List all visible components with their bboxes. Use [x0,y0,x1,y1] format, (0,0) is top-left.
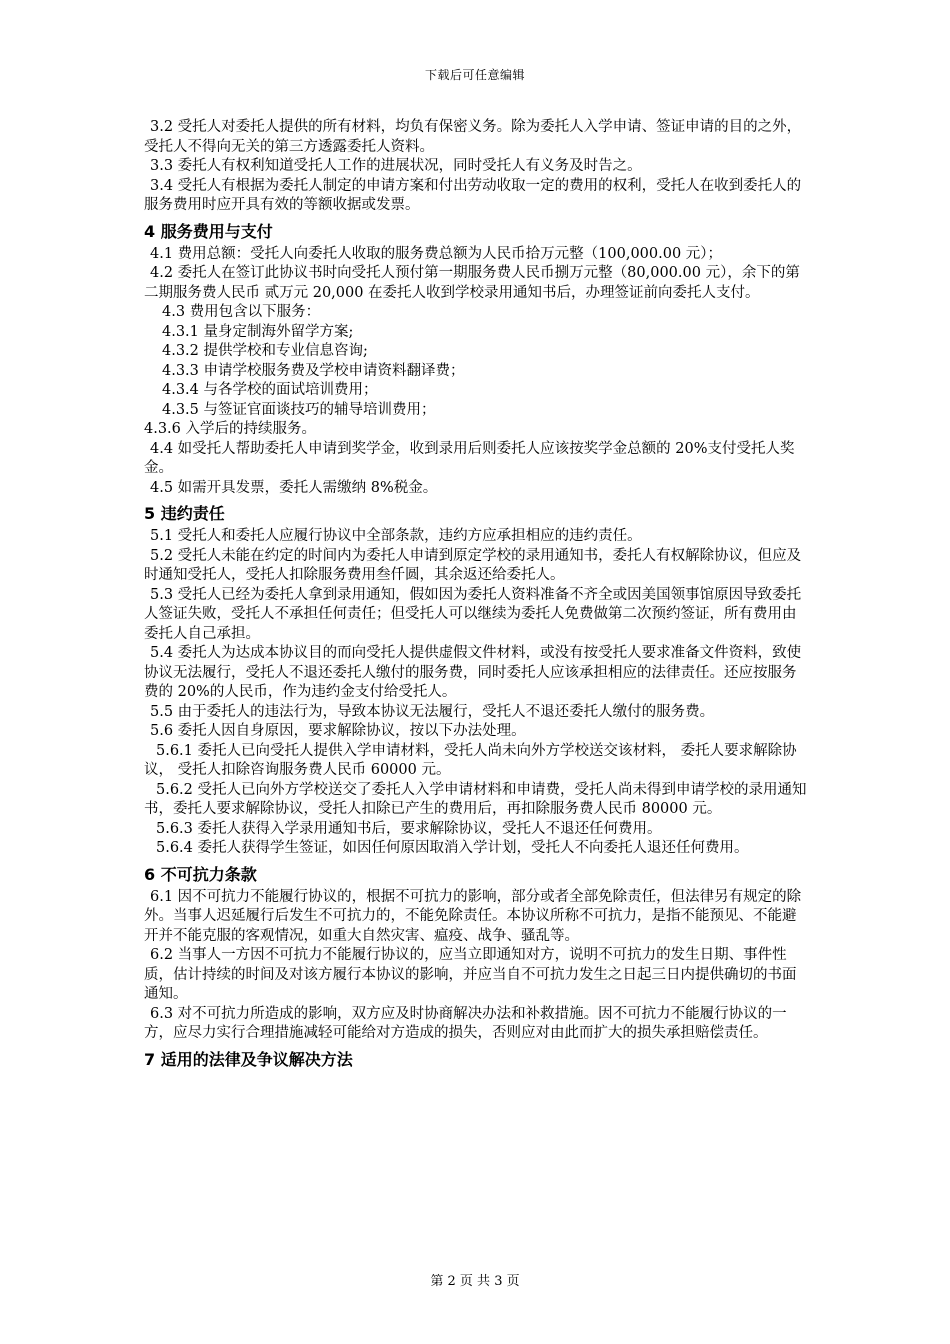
clause-4-3-4: 4.3.4 与各学校的面试培训费用； [162,382,378,398]
section-7-heading: 7 适用的法律及争议解决方法 [144,1049,353,1069]
clause-4-3-2: 4.3.2 提供学校和专业信息咨询; [162,343,368,359]
clause-5-6-2: 5.6.2 受托人已向外方学校送交了委托人入学申请材料和申请费，受托人尚未得到申请学校的录用通知书，委托人要求解除协议，受托人扣除已产生的费用后，再扣除服务费人民币 80000 元。 [144,781,807,817]
clause-3-2: 3.2 受托人对委托人提供的所有材料，均负有保密义务。除为委托人入学申请、签证申请的目的之外，受托人不得向无关的第三方透露委托人资料。 [144,119,802,155]
section-4-heading: 4 服务费用与支付 [144,221,273,241]
section-5-heading: 5 违约责任 [144,504,225,523]
clause-6-2: 6.2 当事人一方因不可抗力不能履行协议的，应当立即通知对方，说明不可抗力的发生日期、事件性质，估计持续的时间及对该方履行本协议的影响，并应当自不可抗力发生之日起三日内提供确切的书面通知。 [144,947,797,1002]
clause-4-3-5: 4.3.5 与签证官面谈技巧的辅导培训费用； [162,401,436,418]
page-header: 下载后可任意编辑 [424,68,525,82]
clause-5-3: 5.3 受托人已经为委托人拿到录用通知，假如因为委托人资料准备不齐全或因美国领事馆原因导致委托人签证失败，受托人不承担任何责任；但受托人可以继续为委托人免费做第二次预约签证，所有费用由委托人自己承担。 [144,586,802,642]
clause-5-6-3: 5.6.3 委托人获得入学录用通知书后，要求解除协议，受托人不退还任何费用。 [156,820,662,837]
clause-3-4: 3.4 受托人有根据为委托人制定的申请方案和付出劳动收取一定的费用的权利，受托人在收到委托人的服务费用时应开具有效的等额收据或发票。 [144,177,802,213]
clause-4-1: 4.1 费用总额：受托人向委托人收取的服务费总额为人民币拾万元整（100,000.00 元）； [150,245,723,262]
clause-4-3-3: 4.3.3 申请学校服务费及学校申请资料翻译费； [162,362,465,379]
clause-5-1: 5.1 受托人和委托人应履行协议中全部条款，违约方应承担相应的违约责任。 [150,528,642,544]
clause-6-3: 6.3 对不可抗力所造成的影响，双方应及时协商解决办法和补救措施。因不可抗力不能履行协议的一方，应尽力实行合理措施减轻可能给对方造成的损失，否则应对由此而扩大的损失承担赔偿责任。 [144,1005,787,1041]
page-footer: 第 2 页 共 3 页 [430,1274,520,1289]
clause-4-3-1: 4.3.1 量身定制海外留学方案; [162,323,354,340]
clause-5-5: 5.5 由于委托人的违法行为，导致本协议无法履行，受托人不退还委托人缴付的服务费。 [150,703,715,720]
clause-6-1: 6.1 因不可抗力不能履行协议的，根据不可抗力的影响，部分或者全部免除责任，但法律另有规定的除外。当事人迟延履行后发生不可抗力的，不能免除责任。本协议所称不可抗力，是指不能预见、不能避开并不能克服的客观情况，如重大自然灾害、瘟疫、战争、骚乱等。 [144,888,802,944]
clause-5-2: 5.2 受托人未能在约定的时间内为委托人申请到原定学校的录用通知书，委托人有权解除协议，但应及时通知受托人，受托人扣除服务费用叁仟圆，其余返还给委托人。 [144,547,802,583]
document-body [144,118,810,1073]
clause-4-3-6: 4.3.6 入学后的持续服务。 [144,421,317,437]
clause-3-3: 3.3 委托人有权利知道受托人工作的进展状况，同时受托人有义务及时告之。 [150,158,642,174]
clause-4-3: 4.3 费用包含以下服务： [162,304,321,320]
section-6-heading: 6 不可抗力条款 [144,864,257,884]
clause-4-4: 4.4 如受托人帮助委托人申请到奖学金，收到录用后则委托人应该按奖学金总额的 20%支付受托人奖金。 [144,440,795,476]
clause-4-2: 4.2 委托人在签订此协议书时向受托人预付第一期服务费人民币捌万元整（80,000.00 元），余下的第二期服务费人民币 贰万元 20,000 在委托人收到学校录用通知书后，办理签证前向委托人支付。 [144,265,800,301]
clause-4-5: 4.5 如需开具发票，委托人需缴纳 8%税金。 [150,479,438,496]
clause-5-6-4: 5.6.4 委托人获得学生签证，如因任何原因取消入学计划，受托人不向委托人退还任何费用。 [156,840,749,856]
clause-5-4: 5.4 委托人为达成本协议目的而向受托人提供虚假文件材料，或没有按受托人要求准备文件资料，致使协议无法履行，受托人不退还委托人缴付的服务费，同时委托人应该承担相应的法律责任。还应按服务费的 20%的人民币，作为违约金支付给受托人。 [144,645,802,700]
clause-5-6: 5.6 委托人因自身原因，要求解除协议，按以下办法处理。 [150,723,526,739]
clause-5-6-1: 5.6.1 委托人已向受托人提供入学申请材料，受托人尚未向外方学校送交该材料， 委托人要求解除协议， 受托人扣除咨询服务费人民币 60000 元。 [144,742,797,778]
